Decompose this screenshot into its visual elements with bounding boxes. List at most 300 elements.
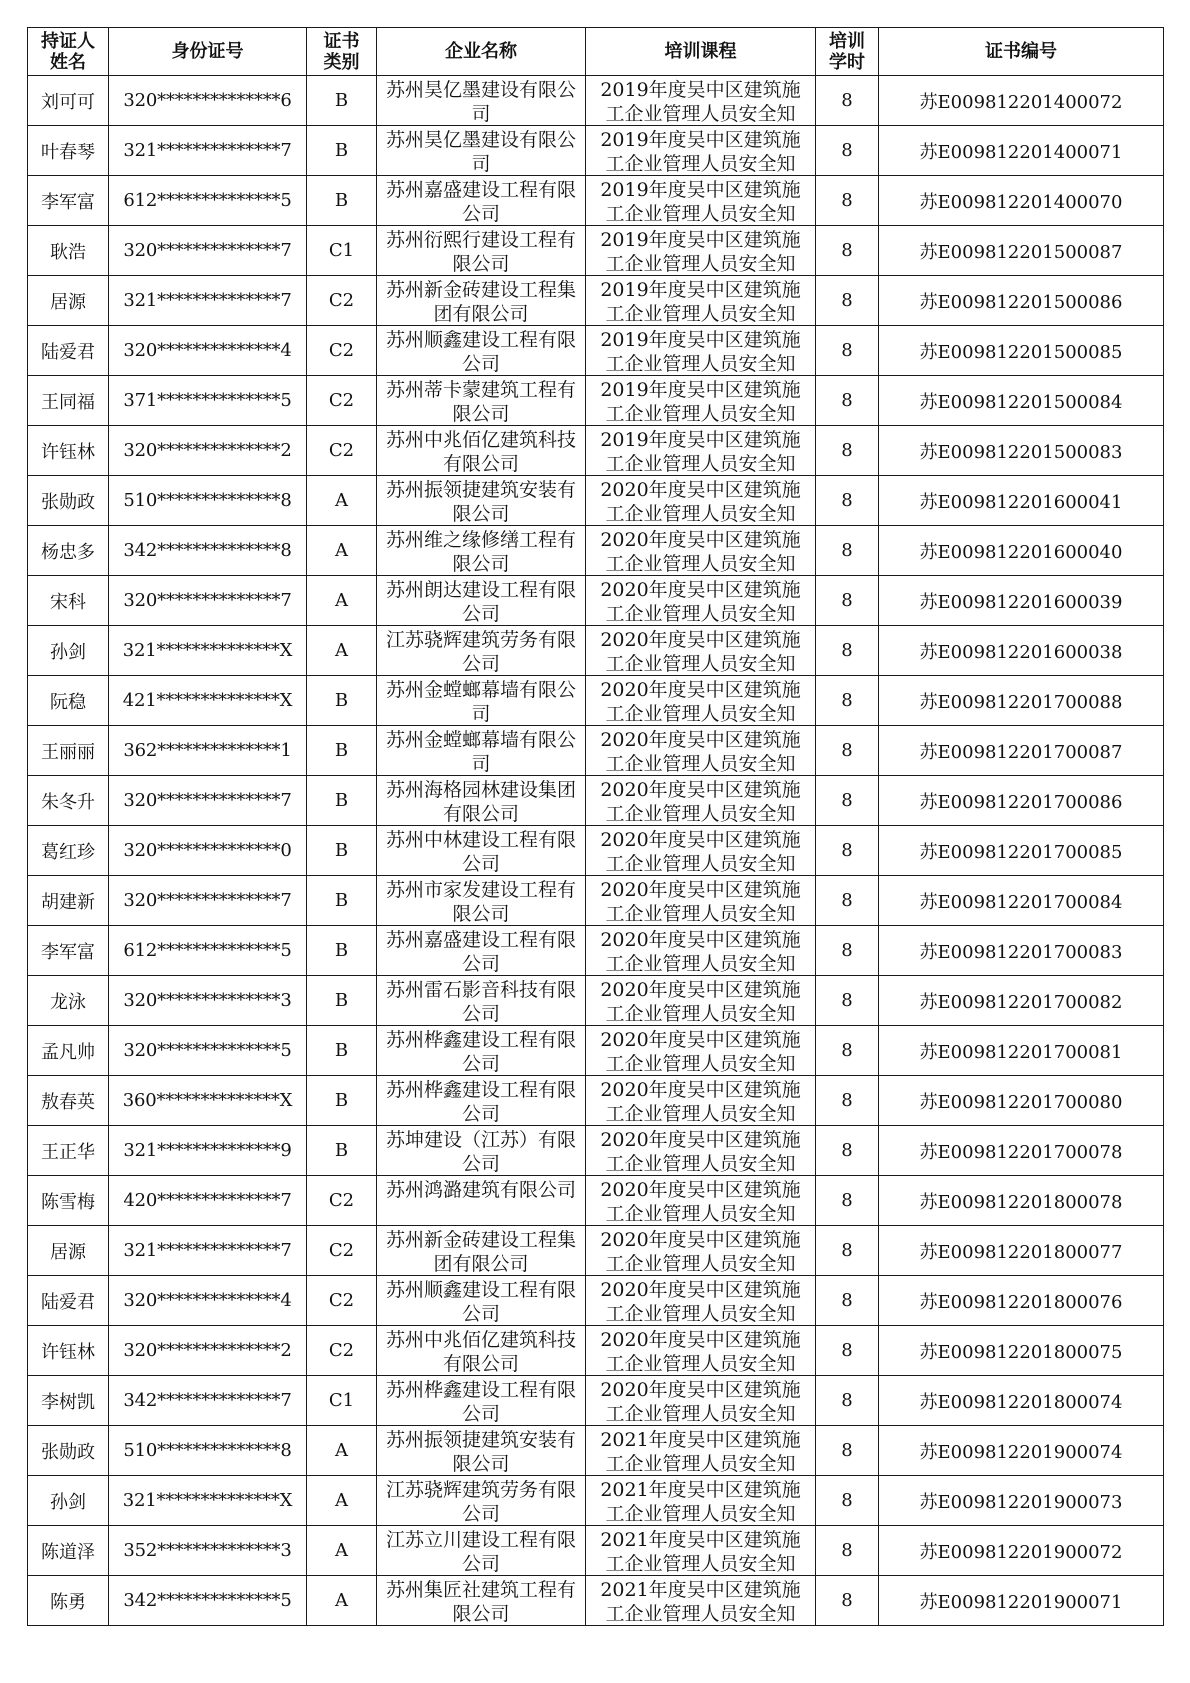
cert-type-cell: A bbox=[307, 476, 377, 526]
holder-name-cell: 陆爱君 bbox=[28, 1276, 109, 1326]
id-number-cell: 360**************X bbox=[109, 1076, 307, 1126]
cert-number-cell: 苏E009812201800075 bbox=[879, 1326, 1164, 1376]
header-cert-number: 证书编号 bbox=[879, 28, 1164, 76]
hours-cell: 8 bbox=[816, 276, 879, 326]
company-cell bbox=[377, 1576, 586, 1626]
cert-type-cell: A bbox=[307, 1426, 377, 1476]
hours-cell: 8 bbox=[816, 1076, 879, 1126]
holder-name-cell: 陈勇 bbox=[28, 1576, 109, 1626]
course-cell bbox=[586, 1526, 816, 1576]
hours-cell: 8 bbox=[816, 676, 879, 726]
id-number-cell: 510**************8 bbox=[109, 1426, 307, 1476]
course-cell-text: 2020年度吴中区建筑施工企业管理人员安全知 bbox=[600, 828, 801, 874]
course-cell-text: 2020年度吴中区建筑施工企业管理人员安全知 bbox=[600, 728, 801, 774]
cert-type-cell: B bbox=[307, 76, 377, 126]
table-row bbox=[28, 1476, 1164, 1526]
cert-number-cell: 苏E009812201700078 bbox=[879, 1126, 1164, 1176]
company-cell-text: 苏州振领捷建筑安装有限公司 bbox=[385, 478, 576, 524]
course-cell bbox=[586, 1126, 816, 1176]
course-cell-text: 2019年度吴中区建筑施工企业管理人员安全知 bbox=[600, 178, 801, 224]
cert-type-cell: B bbox=[307, 126, 377, 176]
holder-name-cell: 宋科 bbox=[28, 576, 109, 626]
company-cell-text: 苏州新金砖建设工程集团有限公司 bbox=[385, 278, 576, 324]
company-cell-text: 苏州桦鑫建设工程有限公司 bbox=[385, 1078, 576, 1124]
company-cell-text: 江苏骁辉建筑劳务有限公司 bbox=[385, 1478, 576, 1524]
hours-cell: 8 bbox=[816, 1576, 879, 1626]
hours-cell: 8 bbox=[816, 176, 879, 226]
holder-name-cell: 胡建新 bbox=[28, 876, 109, 926]
holder-name-cell: 杨忠多 bbox=[28, 526, 109, 576]
table-row bbox=[28, 626, 1164, 676]
holder-name-cell: 居源 bbox=[28, 276, 109, 326]
header-row bbox=[28, 28, 1164, 76]
id-number-cell: 510**************8 bbox=[109, 476, 307, 526]
course-cell-text: 2021年度吴中区建筑施工企业管理人员安全知 bbox=[600, 1578, 801, 1624]
cert-number-cell: 苏E009812201700086 bbox=[879, 776, 1164, 826]
cert-number-cell: 苏E009812201600039 bbox=[879, 576, 1164, 626]
hours-cell: 8 bbox=[816, 976, 879, 1026]
course-cell bbox=[586, 526, 816, 576]
course-cell-text: 2020年度吴中区建筑施工企业管理人员安全知 bbox=[600, 1378, 801, 1424]
cert-number-cell: 苏E009812201800077 bbox=[879, 1226, 1164, 1276]
table-row bbox=[28, 1326, 1164, 1376]
id-number-cell: 320**************7 bbox=[109, 776, 307, 826]
company-cell bbox=[377, 526, 586, 576]
table-row bbox=[28, 976, 1164, 1026]
table-row bbox=[28, 1226, 1164, 1276]
header-id-number: 身份证号 bbox=[109, 28, 307, 76]
cert-number-cell: 苏E009812201800074 bbox=[879, 1376, 1164, 1426]
company-cell-text: 江苏骁辉建筑劳务有限公司 bbox=[385, 628, 576, 674]
hours-cell: 8 bbox=[816, 1126, 879, 1176]
table-row bbox=[28, 326, 1164, 376]
course-cell-text: 2020年度吴中区建筑施工企业管理人员安全知 bbox=[600, 928, 801, 974]
table-row bbox=[28, 776, 1164, 826]
company-cell bbox=[377, 626, 586, 676]
holder-name-cell: 陈道泽 bbox=[28, 1526, 109, 1576]
holder-name-cell: 居源 bbox=[28, 1226, 109, 1276]
id-number-cell: 321**************9 bbox=[109, 1126, 307, 1176]
table-row bbox=[28, 176, 1164, 226]
company-cell bbox=[377, 276, 586, 326]
cert-type-cell: B bbox=[307, 1126, 377, 1176]
id-number-cell: 321**************7 bbox=[109, 126, 307, 176]
hours-cell: 8 bbox=[816, 476, 879, 526]
cert-type-cell: C2 bbox=[307, 326, 377, 376]
course-cell bbox=[586, 176, 816, 226]
company-cell bbox=[377, 476, 586, 526]
course-cell bbox=[586, 276, 816, 326]
course-cell-text: 2019年度吴中区建筑施工企业管理人员安全知 bbox=[600, 328, 801, 374]
cert-type-cell: A bbox=[307, 1476, 377, 1526]
id-number-cell: 342**************7 bbox=[109, 1376, 307, 1426]
company-cell bbox=[377, 1176, 586, 1226]
id-number-cell: 362**************1 bbox=[109, 726, 307, 776]
table-row bbox=[28, 376, 1164, 426]
header-holder-name: 持证人姓名 bbox=[28, 28, 109, 76]
cert-number-cell: 苏E009812201600041 bbox=[879, 476, 1164, 526]
id-number-cell: 320**************2 bbox=[109, 426, 307, 476]
company-cell bbox=[377, 726, 586, 776]
cert-type-cell: B bbox=[307, 1026, 377, 1076]
company-cell-text: 苏州衍熙行建设工程有限公司 bbox=[385, 228, 576, 274]
hours-cell: 8 bbox=[816, 226, 879, 276]
course-cell bbox=[586, 1476, 816, 1526]
cert-type-cell: B bbox=[307, 726, 377, 776]
course-cell-text: 2020年度吴中区建筑施工企业管理人员安全知 bbox=[600, 878, 801, 924]
cert-type-cell: B bbox=[307, 876, 377, 926]
holder-name-cell: 陆爱君 bbox=[28, 326, 109, 376]
hours-cell: 8 bbox=[816, 826, 879, 876]
course-cell bbox=[586, 726, 816, 776]
company-cell bbox=[377, 926, 586, 976]
table-row bbox=[28, 76, 1164, 126]
hours-cell: 8 bbox=[816, 1476, 879, 1526]
holder-name-cell: 王正华 bbox=[28, 1126, 109, 1176]
cert-type-cell: B bbox=[307, 676, 377, 726]
company-cell bbox=[377, 1526, 586, 1576]
holder-name-cell: 李军富 bbox=[28, 176, 109, 226]
id-number-cell: 320**************7 bbox=[109, 876, 307, 926]
course-cell-text: 2020年度吴中区建筑施工企业管理人员安全知 bbox=[600, 528, 801, 574]
cert-type-cell: B bbox=[307, 926, 377, 976]
table-row bbox=[28, 1526, 1164, 1576]
cert-type-cell: C2 bbox=[307, 1226, 377, 1276]
company-cell-text: 苏州金螳螂幕墙有限公司 bbox=[385, 678, 576, 724]
id-number-cell: 320**************4 bbox=[109, 1276, 307, 1326]
course-cell-text: 2021年度吴中区建筑施工企业管理人员安全知 bbox=[600, 1428, 801, 1474]
course-cell bbox=[586, 426, 816, 476]
course-cell-text: 2020年度吴中区建筑施工企业管理人员安全知 bbox=[600, 1178, 801, 1224]
id-number-cell: 342**************5 bbox=[109, 1576, 307, 1626]
cert-type-cell: A bbox=[307, 626, 377, 676]
company-cell-text: 苏州海格园林建设集团有限公司 bbox=[385, 778, 576, 824]
holder-name-cell: 李树凯 bbox=[28, 1376, 109, 1426]
id-number-cell: 320**************5 bbox=[109, 1026, 307, 1076]
holder-name-cell: 孟凡帅 bbox=[28, 1026, 109, 1076]
cert-number-cell: 苏E009812201800078 bbox=[879, 1176, 1164, 1226]
holder-name-cell: 陈雪梅 bbox=[28, 1176, 109, 1226]
course-cell-text: 2020年度吴中区建筑施工企业管理人员安全知 bbox=[600, 778, 801, 824]
course-cell-text: 2019年度吴中区建筑施工企业管理人员安全知 bbox=[600, 428, 801, 474]
id-number-cell: 321**************X bbox=[109, 1476, 307, 1526]
cert-type-cell: A bbox=[307, 1576, 377, 1626]
hours-cell: 8 bbox=[816, 1176, 879, 1226]
id-number-cell: 320**************4 bbox=[109, 326, 307, 376]
course-cell bbox=[586, 576, 816, 626]
course-cell bbox=[586, 1026, 816, 1076]
cert-number-cell: 苏E009812201600040 bbox=[879, 526, 1164, 576]
table-row bbox=[28, 276, 1164, 326]
table-header bbox=[28, 28, 1164, 76]
hours-cell: 8 bbox=[816, 376, 879, 426]
holder-name-cell: 葛红珍 bbox=[28, 826, 109, 876]
hours-cell: 8 bbox=[816, 626, 879, 676]
company-cell bbox=[377, 326, 586, 376]
holder-name-cell: 许钰林 bbox=[28, 1326, 109, 1376]
hours-cell: 8 bbox=[816, 726, 879, 776]
cert-number-cell: 苏E009812201700082 bbox=[879, 976, 1164, 1026]
holder-name-cell: 张勋政 bbox=[28, 476, 109, 526]
id-number-cell: 612**************5 bbox=[109, 926, 307, 976]
company-cell-text: 苏州蒂卡蒙建筑工程有限公司 bbox=[385, 378, 576, 424]
holder-name-cell: 叶春琴 bbox=[28, 126, 109, 176]
company-cell bbox=[377, 226, 586, 276]
company-cell-text: 苏州顺鑫建设工程有限公司 bbox=[385, 1278, 576, 1324]
course-cell bbox=[586, 76, 816, 126]
company-cell-text: 苏州嘉盛建设工程有限公司 bbox=[385, 178, 576, 224]
table-row bbox=[28, 526, 1164, 576]
course-cell bbox=[586, 1426, 816, 1476]
id-number-cell: 320**************3 bbox=[109, 976, 307, 1026]
hours-cell: 8 bbox=[816, 1226, 879, 1276]
course-cell bbox=[586, 876, 816, 926]
cert-number-cell: 苏E009812201500087 bbox=[879, 226, 1164, 276]
cert-number-cell: 苏E009812201700084 bbox=[879, 876, 1164, 926]
company-cell bbox=[377, 1026, 586, 1076]
table-row bbox=[28, 426, 1164, 476]
cert-number-cell: 苏E009812201500085 bbox=[879, 326, 1164, 376]
course-cell-text: 2021年度吴中区建筑施工企业管理人员安全知 bbox=[600, 1528, 801, 1574]
company-cell-text: 苏州昊亿墨建设有限公司 bbox=[385, 78, 576, 124]
company-cell bbox=[377, 1376, 586, 1426]
table-row bbox=[28, 1026, 1164, 1076]
course-cell bbox=[586, 226, 816, 276]
hours-cell: 8 bbox=[816, 576, 879, 626]
id-number-cell: 320**************2 bbox=[109, 1326, 307, 1376]
course-cell bbox=[586, 1326, 816, 1376]
hours-cell: 8 bbox=[816, 776, 879, 826]
table-row bbox=[28, 1126, 1164, 1176]
company-cell bbox=[377, 1476, 586, 1526]
cert-number-cell: 苏E009812201700083 bbox=[879, 926, 1164, 976]
course-cell-text: 2019年度吴中区建筑施工企业管理人员安全知 bbox=[600, 128, 801, 174]
hours-cell: 8 bbox=[816, 926, 879, 976]
cert-number-cell: 苏E009812201900073 bbox=[879, 1476, 1164, 1526]
company-cell-text: 苏州中林建设工程有限公司 bbox=[385, 828, 576, 874]
cert-number-cell: 苏E009812201500084 bbox=[879, 376, 1164, 426]
hours-cell: 8 bbox=[816, 1326, 879, 1376]
cert-type-cell: C2 bbox=[307, 1176, 377, 1226]
holder-name-cell: 朱冬升 bbox=[28, 776, 109, 826]
id-number-cell: 320**************0 bbox=[109, 826, 307, 876]
table-row bbox=[28, 126, 1164, 176]
header-hours: 培训学时 bbox=[816, 28, 879, 76]
cert-type-cell: C1 bbox=[307, 1376, 377, 1426]
company-cell bbox=[377, 976, 586, 1026]
course-cell bbox=[586, 376, 816, 426]
cert-type-cell: A bbox=[307, 526, 377, 576]
table-row bbox=[28, 876, 1164, 926]
company-cell bbox=[377, 876, 586, 926]
id-number-cell: 321**************7 bbox=[109, 1226, 307, 1276]
course-cell-text: 2020年度吴中区建筑施工企业管理人员安全知 bbox=[600, 1328, 801, 1374]
table-row bbox=[28, 1276, 1164, 1326]
holder-name-cell: 阮稳 bbox=[28, 676, 109, 726]
table-row bbox=[28, 726, 1164, 776]
cert-type-cell: C2 bbox=[307, 1326, 377, 1376]
company-cell-text: 苏州中兆佰亿建筑科技有限公司 bbox=[385, 428, 576, 474]
company-cell bbox=[377, 1076, 586, 1126]
id-number-cell: 352**************3 bbox=[109, 1526, 307, 1576]
holder-name-cell: 孙剑 bbox=[28, 1476, 109, 1526]
company-cell-text: 苏州集匠社建筑工程有限公司 bbox=[385, 1578, 576, 1624]
hours-cell: 8 bbox=[816, 1426, 879, 1476]
header-company: 企业名称 bbox=[377, 28, 586, 76]
course-cell-text: 2020年度吴中区建筑施工企业管理人员安全知 bbox=[600, 678, 801, 724]
cert-number-cell: 苏E009812201800076 bbox=[879, 1276, 1164, 1326]
company-cell bbox=[377, 426, 586, 476]
course-cell bbox=[586, 926, 816, 976]
company-cell-text: 苏坤建设（江苏）有限公司 bbox=[385, 1128, 576, 1174]
company-cell-text: 苏州朗达建设工程有限公司 bbox=[385, 578, 576, 624]
cert-number-cell: 苏E009812201700081 bbox=[879, 1026, 1164, 1076]
id-number-cell: 320**************7 bbox=[109, 576, 307, 626]
header-cert-type: 证书类别 bbox=[307, 28, 377, 76]
table-row bbox=[28, 1576, 1164, 1626]
company-cell bbox=[377, 776, 586, 826]
company-cell-text: 苏州雷石影音科技有限公司 bbox=[385, 978, 576, 1024]
holder-name-cell: 王同福 bbox=[28, 376, 109, 426]
course-cell bbox=[586, 826, 816, 876]
hours-cell: 8 bbox=[816, 126, 879, 176]
course-cell-text: 2020年度吴中区建筑施工企业管理人员安全知 bbox=[600, 478, 801, 524]
hours-cell: 8 bbox=[816, 1026, 879, 1076]
company-cell bbox=[377, 576, 586, 626]
holder-name-cell: 刘可可 bbox=[28, 76, 109, 126]
course-cell-text: 2020年度吴中区建筑施工企业管理人员安全知 bbox=[600, 1028, 801, 1074]
table-row bbox=[28, 1376, 1164, 1426]
id-number-cell: 320**************7 bbox=[109, 226, 307, 276]
cert-number-cell: 苏E009812201500086 bbox=[879, 276, 1164, 326]
table-row bbox=[28, 826, 1164, 876]
company-cell-text: 江苏立川建设工程有限公司 bbox=[385, 1528, 576, 1574]
course-cell-text: 2019年度吴中区建筑施工企业管理人员安全知 bbox=[600, 278, 801, 324]
cert-number-cell: 苏E009812201500083 bbox=[879, 426, 1164, 476]
company-cell-text: 苏州振领捷建筑安装有限公司 bbox=[385, 1428, 576, 1474]
cert-type-cell: C2 bbox=[307, 1276, 377, 1326]
course-cell bbox=[586, 976, 816, 1026]
course-cell-text: 2020年度吴中区建筑施工企业管理人员安全知 bbox=[600, 1078, 801, 1124]
course-cell bbox=[586, 1276, 816, 1326]
company-cell bbox=[377, 376, 586, 426]
cert-number-cell: 苏E009812201600038 bbox=[879, 626, 1164, 676]
cert-number-cell: 苏E009812201900072 bbox=[879, 1526, 1164, 1576]
course-cell bbox=[586, 326, 816, 376]
cert-number-cell: 苏E009812201900071 bbox=[879, 1576, 1164, 1626]
table-row bbox=[28, 576, 1164, 626]
company-cell bbox=[377, 76, 586, 126]
cert-type-cell: B bbox=[307, 776, 377, 826]
hours-cell: 8 bbox=[816, 1276, 879, 1326]
holder-name-cell: 张勋政 bbox=[28, 1426, 109, 1476]
company-cell-text: 苏州维之缘修缮工程有限公司 bbox=[385, 528, 576, 574]
company-cell-text: 苏州鸿潞建筑有限公司 bbox=[385, 1178, 576, 1201]
company-cell-text: 苏州桦鑫建设工程有限公司 bbox=[385, 1028, 576, 1074]
id-number-cell: 342**************8 bbox=[109, 526, 307, 576]
cert-number-cell: 苏E009812201700088 bbox=[879, 676, 1164, 726]
company-cell bbox=[377, 1276, 586, 1326]
company-cell bbox=[377, 1126, 586, 1176]
id-number-cell: 421**************X bbox=[109, 676, 307, 726]
course-cell-text: 2020年度吴中区建筑施工企业管理人员安全知 bbox=[600, 978, 801, 1024]
cert-number-cell: 苏E009812201700080 bbox=[879, 1076, 1164, 1126]
cert-type-cell: B bbox=[307, 826, 377, 876]
cert-type-cell: A bbox=[307, 1526, 377, 1576]
table-row bbox=[28, 926, 1164, 976]
table-row bbox=[28, 1426, 1164, 1476]
company-cell bbox=[377, 126, 586, 176]
id-number-cell: 612**************5 bbox=[109, 176, 307, 226]
course-cell bbox=[586, 1176, 816, 1226]
course-cell bbox=[586, 126, 816, 176]
holder-name-cell: 龙泳 bbox=[28, 976, 109, 1026]
course-cell-text: 2020年度吴中区建筑施工企业管理人员安全知 bbox=[600, 578, 801, 624]
cert-type-cell: B bbox=[307, 1076, 377, 1126]
course-cell bbox=[586, 476, 816, 526]
hours-cell: 8 bbox=[816, 1526, 879, 1576]
course-cell-text: 2020年度吴中区建筑施工企业管理人员安全知 bbox=[600, 1128, 801, 1174]
cert-type-cell: B bbox=[307, 176, 377, 226]
header-course: 培训课程 bbox=[586, 28, 816, 76]
cert-type-cell: C2 bbox=[307, 426, 377, 476]
company-cell bbox=[377, 176, 586, 226]
id-number-cell: 321**************X bbox=[109, 626, 307, 676]
cert-number-cell: 苏E009812201400072 bbox=[879, 76, 1164, 126]
hours-cell: 8 bbox=[816, 426, 879, 476]
course-cell-text: 2019年度吴中区建筑施工企业管理人员安全知 bbox=[600, 78, 801, 124]
company-cell-text: 苏州桦鑫建设工程有限公司 bbox=[385, 1378, 576, 1424]
course-cell-text: 2021年度吴中区建筑施工企业管理人员安全知 bbox=[600, 1478, 801, 1524]
hours-cell: 8 bbox=[816, 876, 879, 926]
course-cell-text: 2020年度吴中区建筑施工企业管理人员安全知 bbox=[600, 1278, 801, 1324]
hours-cell: 8 bbox=[816, 526, 879, 576]
holder-name-cell: 敖春英 bbox=[28, 1076, 109, 1126]
course-cell bbox=[586, 626, 816, 676]
cert-number-cell: 苏E009812201400070 bbox=[879, 176, 1164, 226]
company-cell bbox=[377, 1326, 586, 1376]
table-row bbox=[28, 1076, 1164, 1126]
cert-type-cell: C1 bbox=[307, 226, 377, 276]
company-cell-text: 苏州昊亿墨建设有限公司 bbox=[385, 128, 576, 174]
certificate-table bbox=[27, 27, 1164, 1626]
course-cell bbox=[586, 1576, 816, 1626]
cert-number-cell: 苏E009812201700087 bbox=[879, 726, 1164, 776]
course-cell bbox=[586, 776, 816, 826]
company-cell-text: 苏州新金砖建设工程集团有限公司 bbox=[385, 1228, 576, 1274]
table-row bbox=[28, 1176, 1164, 1226]
course-cell-text: 2019年度吴中区建筑施工企业管理人员安全知 bbox=[600, 378, 801, 424]
company-cell-text: 苏州金螳螂幕墙有限公司 bbox=[385, 728, 576, 774]
holder-name-cell: 耿浩 bbox=[28, 226, 109, 276]
company-cell bbox=[377, 676, 586, 726]
company-cell-text: 苏州中兆佰亿建筑科技有限公司 bbox=[385, 1328, 576, 1374]
id-number-cell: 320**************6 bbox=[109, 76, 307, 126]
course-cell-text: 2020年度吴中区建筑施工企业管理人员安全知 bbox=[600, 628, 801, 674]
course-cell bbox=[586, 1076, 816, 1126]
holder-name-cell: 李军富 bbox=[28, 926, 109, 976]
hours-cell: 8 bbox=[816, 1376, 879, 1426]
holder-name-cell: 许钰林 bbox=[28, 426, 109, 476]
company-cell bbox=[377, 826, 586, 876]
cert-number-cell: 苏E009812201700085 bbox=[879, 826, 1164, 876]
course-cell-text: 2020年度吴中区建筑施工企业管理人员安全知 bbox=[600, 1228, 801, 1274]
hours-cell: 8 bbox=[816, 76, 879, 126]
cert-type-cell: C2 bbox=[307, 276, 377, 326]
company-cell bbox=[377, 1426, 586, 1476]
company-cell-text: 苏州嘉盛建设工程有限公司 bbox=[385, 928, 576, 974]
cert-type-cell: B bbox=[307, 976, 377, 1026]
